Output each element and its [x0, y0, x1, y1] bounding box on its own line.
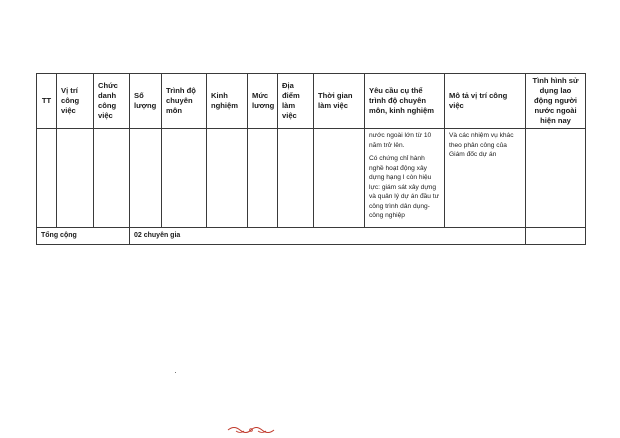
- header-foreign-worker-status: Tình hình sử dụng lao động người nước ngoài hiện nay: [526, 74, 586, 129]
- cell-description: Và các nhiệm vụ khác theo phân công của Giám đốc dự án: [445, 129, 526, 228]
- cell-experience: [207, 129, 248, 228]
- scan-speck: [175, 372, 176, 373]
- cell-tt: [37, 129, 57, 228]
- footer-ornament-icon: [226, 424, 276, 436]
- total-row: [37, 227, 586, 244]
- job-position-table: [36, 73, 586, 245]
- header-location: Địa điểm làm việc: [278, 74, 314, 129]
- total-value: 02 chuyên gia: [130, 227, 526, 244]
- header-working-time: Thời gian làm việc: [314, 74, 365, 129]
- cell-title: [94, 129, 130, 228]
- header-position: Vị trí công việc: [57, 74, 94, 129]
- cell-salary: [248, 129, 278, 228]
- total-empty-cell: [526, 227, 586, 244]
- requirements-line-1: nước ngoài lớn từ 10 năm trở lên.: [369, 132, 432, 149]
- cell-qualification: [162, 129, 207, 228]
- cell-position: [57, 129, 94, 228]
- table-row: [37, 129, 586, 228]
- header-qualification: Trình độ chuyên môn: [162, 74, 207, 129]
- header-tt: TT: [37, 74, 57, 129]
- header-salary: Mức lương: [248, 74, 278, 129]
- cell-foreign-worker-status: [526, 129, 586, 228]
- cell-location: [278, 129, 314, 228]
- header-quantity: Số lượng: [130, 74, 162, 129]
- cell-working-time: [314, 129, 365, 228]
- header-experience: Kinh nghiệm: [207, 74, 248, 129]
- cell-quantity: [130, 129, 162, 228]
- cell-requirements: [365, 129, 445, 228]
- header-title: Chức danh công việc: [94, 74, 130, 129]
- total-label: Tổng cộng: [37, 227, 130, 244]
- requirements-line-2: Có chứng chỉ hành nghề hoạt động xây dựng hạng I còn hiệu lực: giám sát xây dựng và quản lý dự án đầu tư công trình dân dụng-công nghiệp: [369, 155, 440, 220]
- header-description: Mô tả vị trí công việc: [445, 74, 526, 129]
- header-row: [37, 74, 586, 129]
- header-requirements: Yêu cầu cụ thể trình độ chuyên môn, kinh nghiệm: [365, 74, 445, 129]
